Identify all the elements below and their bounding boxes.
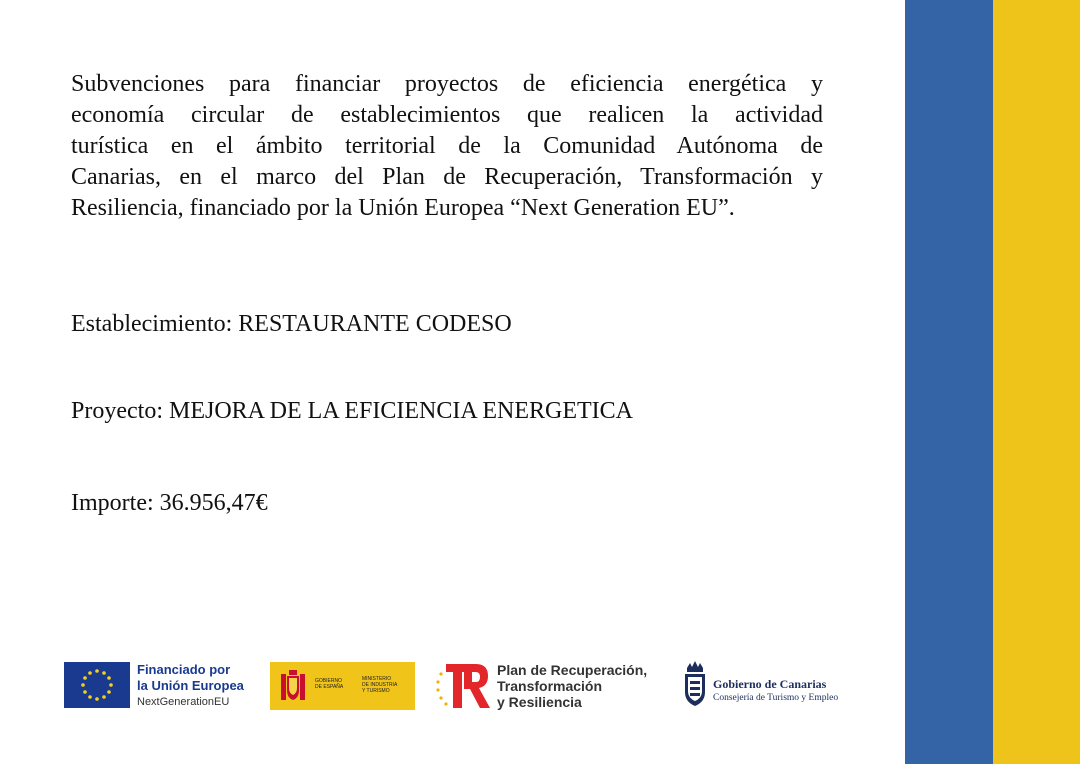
tr-mark-icon: [434, 660, 494, 712]
plan-line1: Plan de Recuperación,: [497, 662, 648, 678]
gobierno-canarias-logo: [682, 660, 862, 710]
plan-line3: y Resiliencia: [497, 694, 582, 710]
proyecto-field: Proyecto: MEJORA DE LA EFICIENCIA ENERGETICA: [71, 398, 633, 424]
plan-recuperacion-logo: [434, 660, 669, 712]
eu-logo-line3: NextGenerationEU: [137, 696, 230, 708]
intro-line: Subvenciones para financiar proyectos de eficiencia energética y: [71, 71, 823, 97]
intro-line: Canarias, en el marco del Plan de Recuperación, Transformación y: [71, 164, 823, 190]
plan-line2: Transformación: [497, 678, 603, 694]
intro-line: Resiliencia, financiado por la Unión Europea “Next Generation EU”.: [71, 195, 735, 221]
yellow-stripe: [993, 0, 1080, 764]
intro-paragraph: [71, 69, 823, 224]
blue-stripe: [905, 0, 993, 764]
canarias-title: Gobierno de Canarias: [713, 677, 827, 691]
ministerio-text: MINISTERIO DE INDUSTRIA Y TURISMO: [362, 676, 398, 694]
eu-logo-line1: Financiado por: [137, 662, 231, 677]
canarias-subtitle: Consejería de Turismo y Empleo: [713, 693, 839, 703]
canarias-crest-icon: [682, 660, 708, 710]
gobierno-espana-logo: [270, 662, 415, 710]
eu-flag-icon: [64, 662, 130, 708]
intro-line: economía circular de establecimientos que realicen la actividad: [71, 102, 823, 128]
coat-of-arms-icon: [278, 668, 308, 704]
eu-funding-logo: [64, 662, 274, 710]
establecimiento-field: Establecimiento: RESTAURANTE CODESO: [71, 311, 512, 337]
gobierno-espana-text: GOBIERNO DE ESPAÑA: [315, 678, 344, 690]
intro-line: turística en el ámbito territorial de la Comunidad Autónoma de: [71, 133, 823, 159]
importe-field: Importe: 36.956,47€: [71, 490, 268, 516]
eu-logo-line2: la Unión Europea: [137, 678, 244, 693]
